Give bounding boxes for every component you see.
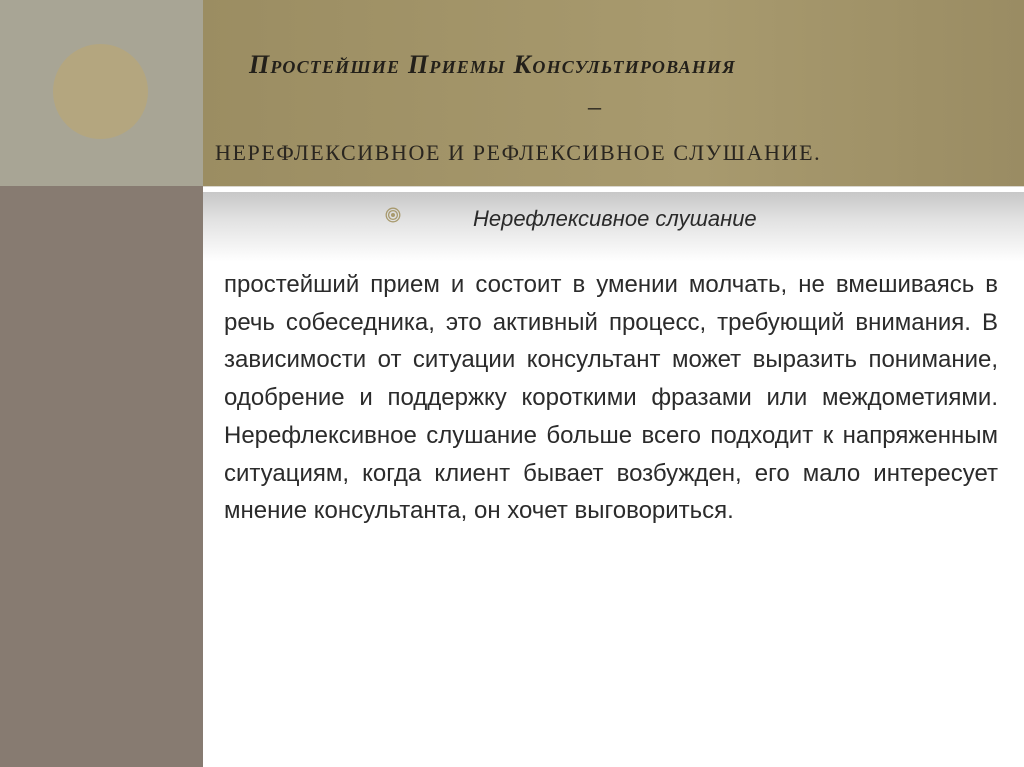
corner-decor-block (0, 0, 203, 186)
bullet-label: Нерефлексивное слушание (473, 206, 757, 231)
slide-subtitle: НЕРЕФЛЕКСИВНОЕ И РЕФЛЕКСИВНОЕ СЛУШАНИЕ. (215, 140, 822, 165)
decorative-circle (53, 44, 148, 139)
title-dash: – (588, 92, 601, 121)
title-band (203, 0, 1024, 186)
left-decor-column (0, 186, 203, 767)
concentric-circles-icon (385, 207, 401, 223)
slide-title: Простейшие Приемы Консультирования (249, 50, 736, 79)
bullet-band (203, 192, 1024, 262)
body-paragraph: простейший прием и состоит в умении молчать, не вмешиваясь в речь собеседника, это активный процесс, требующий внимания. В зависимости от ситуации консультант может выразить понимание, одобрение и поддержку короткими фразами или междометиями. Нерефлексивное слушание больше всего подходит к напряженным ситуациям, когда клиент бывает возбужден, его мало интересует мнение консультанта, он хочет выговориться. (224, 271, 998, 525)
